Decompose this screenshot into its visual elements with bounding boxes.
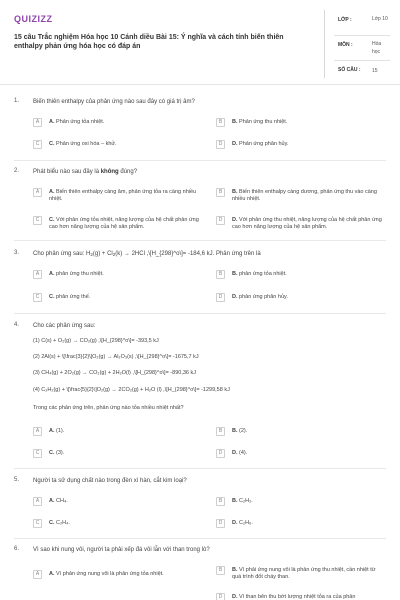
question-text-part: Phát biểu nào sau đây là	[33, 169, 101, 175]
question-text: Cho các phản ứng sau:	[33, 323, 96, 329]
question-number: 6.	[14, 546, 20, 552]
question-text-part: (g) + Cl	[92, 251, 113, 257]
question-number: 3.	[14, 250, 20, 256]
subject-label: MÔN :	[338, 42, 353, 48]
option-text: Biến thiên enthalpy càng dương, phản ứng thu vào càng nhiều nhiệt.	[232, 189, 377, 202]
option-letter-box: C	[33, 449, 42, 458]
count-label: SỐ CÂU :	[338, 67, 361, 73]
option-text: (1).	[56, 428, 65, 434]
option-text: Phản ứng oxi hóa – khử.	[56, 141, 117, 147]
worksheet-title: 15 câu Trắc nghiệm Hóa học 10 Cánh diều Bài 15: Ý nghĩa và cách tính biến thiên enthalpy phản ứng hóa học có đáp án	[14, 34, 284, 50]
option-key: C.	[49, 141, 55, 147]
option-text: Vì phản ứng nung vôi là phản ứng tỏa nhiệt.	[56, 571, 164, 577]
option-letter-box: C	[33, 519, 42, 528]
header-divider	[324, 10, 325, 78]
count-value: 15	[372, 68, 378, 74]
option-letter-box: A	[33, 270, 42, 279]
option-key: B.	[232, 189, 238, 195]
reaction-4: (4) C₂H₂(g) + \[\frac{5}{2}\]O₂(g) → 2CO₂(g) + H₂O (l) ,\[H_{298}^o\]= -1299,58 kJ	[33, 387, 230, 393]
question-text-part: (k) → 2HCl ,\[H_{298}^o\]= -184,6 kJ. Phản ứng trên là	[115, 251, 261, 257]
option-key: D.	[232, 520, 238, 526]
option-text: (3).	[56, 450, 65, 456]
subscript: 2	[112, 252, 116, 257]
option-letter-box: B	[216, 270, 225, 279]
question-text: Người ta sử dụng chất nào trong đèn xì hàn, cắt kim loại?	[33, 478, 187, 484]
question-text-part: Cho phản ứng sau: H	[33, 251, 91, 257]
option-text: phản ứng tỏa nhiệt.	[239, 271, 287, 277]
question-separator	[14, 468, 386, 469]
option-key: A.	[49, 271, 55, 277]
question-number: 1.	[14, 98, 20, 104]
option-letter-box: B	[216, 118, 225, 127]
question-text-emphasis: không	[100, 169, 119, 175]
question-text: Vì sao khi nung vôi, người ta phải xếp đá vôi lẫn với than trong lò?	[33, 547, 210, 553]
question-text-part: đúng?	[118, 169, 138, 175]
question-text: Biến thiên enthalpy của phản ứng nào sau đây có giá trị âm?	[33, 99, 195, 105]
option-text: C₂H₂.	[239, 498, 253, 504]
option-key: D.	[232, 141, 238, 147]
option-key: C.	[49, 520, 55, 526]
option-key: A.	[49, 428, 55, 434]
header-row-line	[334, 35, 390, 36]
class-value: Lớp 10	[372, 16, 388, 22]
quizizz-logo: QUIZIZZ	[14, 14, 53, 24]
question-separator	[14, 538, 386, 539]
option-key: C.	[49, 294, 55, 300]
class-label: LỚP :	[338, 17, 352, 23]
option-key: C.	[49, 450, 55, 456]
option-letter-box: B	[216, 427, 225, 436]
option-key: D.	[232, 450, 238, 456]
option-text: Biến thiên enthalpy càng âm, phản ứng tỏa ra càng nhiều nhiệt.	[49, 189, 197, 202]
question-number: 5.	[14, 477, 20, 483]
option-key: C.	[49, 217, 55, 223]
option-text: Với phản ứng thu nhiệt, năng lượng của hệ chất phản ứng cao hơn năng lượng của hệ sản phẩm.	[232, 217, 382, 230]
option-letter-box: D	[216, 293, 225, 302]
option-key: A.	[49, 189, 55, 195]
option-letter-box: D	[216, 216, 225, 225]
option-key: D.	[232, 294, 238, 300]
option-text: C₂H₆.	[239, 520, 253, 526]
option-letter-box: D	[216, 140, 225, 149]
option-text: CH₄.	[56, 498, 68, 504]
option-letter-box: C	[33, 140, 42, 149]
option-letter-box: A	[33, 188, 42, 197]
option-letter-box: A	[33, 118, 42, 127]
option-letter-box: C	[33, 293, 42, 302]
option-letter-box: A	[33, 497, 42, 506]
subscript: 2	[90, 252, 93, 257]
question-separator	[14, 240, 386, 241]
option-key: A.	[49, 571, 55, 577]
option-text: Phản ứng thu nhiệt.	[239, 119, 288, 125]
reaction-2: (2) 2Al(s) + \[\frac{3}{2}\]O₂(g) → Al₂O₃(s) ,\[H_{298}^o\]= -1675,7 kJ	[33, 354, 199, 360]
reaction-1: (1) C(s) + O₂(g) → CO₂(g) ,\[H_{298}^o\]= -393,5 kJ	[33, 338, 159, 344]
option-key: B.	[232, 119, 238, 125]
option-text: phản ứng thu nhiệt.	[56, 271, 104, 277]
option-letter-box: D	[216, 519, 225, 528]
option-text: phản ứng thế.	[56, 294, 91, 300]
header-bottom-border	[0, 84, 400, 85]
option-key: B.	[232, 567, 238, 573]
option-text: (2).	[239, 428, 248, 434]
option-letter-box: B	[216, 188, 225, 197]
option-letter-box: C	[33, 216, 42, 225]
option-letter-box: A	[33, 570, 42, 579]
option-text: phản ứng phân hủy.	[239, 294, 288, 300]
header-row-line	[334, 60, 390, 61]
subject-value: Hóa học	[372, 41, 382, 55]
option-text: Vì phải ứng nung vôi là phản ứng thu nhiệt, cần nhiệt từ quá trình đốt cháy than.	[232, 567, 376, 580]
question-number: 2.	[14, 168, 20, 174]
question-ask: Trong các phản ứng trên, phản ứng nào tỏa nhiều nhiệt nhất?	[33, 405, 184, 411]
option-text: Phản ứng phân hủy.	[239, 141, 289, 147]
option-letter-box: B	[216, 566, 225, 575]
option-letter-box: D	[216, 593, 225, 600]
option-text: Phản ứng tỏa nhiệt.	[56, 119, 105, 125]
option-key: A.	[49, 498, 55, 504]
option-letter-box: B	[216, 497, 225, 506]
option-key: A.	[49, 119, 55, 125]
question-text	[33, 250, 383, 259]
option-letter-box: A	[33, 427, 42, 436]
option-text: Với phản ứng tỏa nhiệt, năng lượng của hệ chất phản ứng cao hơn năng lượng của hệ sản phẩm.	[49, 217, 199, 230]
option-key: B.	[232, 428, 238, 434]
worksheet-header	[0, 0, 400, 88]
question-separator	[14, 160, 386, 161]
option-text: Vì than bên thu bớt lượng nhiệt tỏa ra của phản	[239, 594, 356, 600]
option-key: D.	[232, 217, 238, 223]
option-key: B.	[232, 271, 238, 277]
option-letter-box: D	[216, 449, 225, 458]
reaction-3: (3) CH₄(g) + 2O₂(g) → CO₂(g) + 2H₂O(l) ,\[H_{298}^o\]= -890,36 kJ	[33, 370, 196, 376]
question-separator	[14, 313, 386, 314]
option-key: B.	[232, 498, 238, 504]
option-text: C₂H₄.	[56, 520, 70, 526]
question-text	[33, 168, 383, 176]
question-number: 4.	[14, 322, 20, 328]
option-text: (4).	[239, 450, 248, 456]
option-key: D.	[232, 594, 238, 600]
